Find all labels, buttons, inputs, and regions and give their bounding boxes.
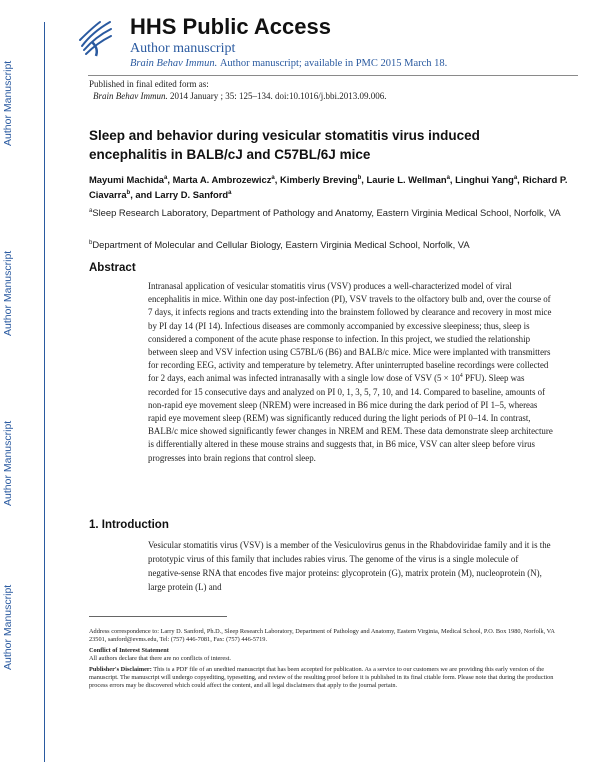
author: Laurie L. Wellman$^a$,: [366, 174, 456, 185]
margin-divider: [44, 22, 45, 762]
publisher-disclaimer: [89, 666, 559, 691]
coi-text: All authors declare that there are no conflicts of interest.: [89, 655, 231, 663]
author: Kimberly Breving$^b$,: [279, 174, 367, 185]
coi-heading: Conflict of Interest Statement: [89, 647, 169, 654]
author: Marta A. Ambrozewicz$^a$,: [172, 174, 280, 185]
conflict-of-interest: [89, 647, 559, 663]
header-title: HHS Public Access: [130, 14, 331, 39]
side-label-author-manuscript: Author Manuscript: [2, 420, 14, 506]
affiliation-b: $^b$Department of Molecular and Cellular Biology, Eastern Virginia Medical School, Norfolk, VA: [89, 239, 470, 250]
introduction-heading: 1. Introduction: [89, 519, 169, 531]
author-list: [89, 172, 574, 202]
header-availability: [130, 58, 447, 69]
publication-citation-text: 2014 January ; 35: 125–134. doi:10.1016/j.bbi.2013.09.006.: [169, 91, 387, 101]
affiliation-a: $^a$Sleep Research Laboratory, Department of Pathology and Anatomy, Eastern Virginia Medical School, Norfolk, VA: [89, 207, 561, 218]
side-label-author-manuscript: Author Manuscript: [2, 584, 14, 670]
header-journal: Brain Behav Immun.: [130, 58, 218, 69]
author: Larry D. Sanford$^a$: [154, 189, 232, 200]
publication-citation: [89, 90, 386, 102]
introduction-body: Vesicular stomatitis virus (VSV) is a member of the Vesiculovirus genus in the Rhabdoviridae family and it is the prototypic virus of this family that includes rabies virus. The genome of the virus is a single molecule of negative-sense RNA that encodes five major proteins: glycoprotein (G), matrix protein (M), nucleoprotein (N), large protein (L) and: [148, 540, 551, 592]
author: Richard P. Ciavarra$^b$, and: [89, 174, 568, 200]
hhs-eagle-logo-icon: [76, 16, 114, 58]
disclaimer-label: Publisher's Disclaimer:: [89, 666, 152, 673]
header-availability-text: Author manuscript; available in PMC 2015 March 18.: [219, 58, 448, 69]
footnote-rule: [89, 616, 227, 617]
article-title: Sleep and behavior during vesicular stomatitis virus induced encephalitis in BALB/cJ and C57BL/6J mice: [89, 128, 480, 162]
header-subtitle: Author manuscript: [130, 41, 236, 56]
abstract-heading: Abstract: [89, 262, 136, 274]
disclaimer-text: This is a PDF file of an unedited manuscript that has been accepted for publication. As a service to our customers we are providing this early version of the manuscript. The manuscript will undergo copyediting, typesetting, and review of the resulting proof before it is published in its final citable form. Please note that during the production process errors may be discovered which could affect the content, and all legal disclaimers that apply to the journal pertain.: [89, 666, 554, 690]
side-label-author-manuscript: Author Manuscript: [2, 60, 14, 146]
abstract-body: Intranasal application of vesicular stomatitis virus (VSV) produces a well-characterized model of viral encephalitis in mice. Within one day post-infection (PI), VSV travels to the olfactory bulb and, over the course of 7 days, it infects regions and tracts extending into the brainstem followed by clearance and recovery in most mice by PI day 14 (PI 14). Infectious diseases are commonly accompanied by excessive sleepiness; thus, sleep is considered a component of the acute phase response to infection. In this project, we studied the relationship between sleep and VSV infection using C57BL/6 (B6) and BALB/c mice. Mice were implanted with transmitters for recording EEG, activity and temperature by telemetry. After uninterrupted baseline recordings were collected for 2 days, each animal was infected intranasally with a single low dose of VSV ($5 \times 10^4$ PFU). Sleep was recorded for 15 consecutive days and analyzed on PI 0, 1, 3, 5, 7, 10, and 14. Compared to baseline, amounts of non-rapid eye movement sleep (NREM) were increased in B6 mice during the dark period of PI 1–5, whereas rapid eye movement sleep (REM) was significantly reduced during the light periods of PI 0–14. In contrast, BALB/c mice showed significantly fewer changes in NREM and REM. These data demonstrate sleep architecture is differentially altered in these mouse strains and suggests that, in B6 mice, VSV can alter sleep before virus progresses into brain regions that control sleep.: [148, 281, 553, 463]
publication-journal: Brain Behav Immun.: [93, 91, 168, 101]
publication-label: Published in final edited form as:: [89, 79, 209, 89]
side-label-author-manuscript: Author Manuscript: [2, 250, 14, 336]
author: Linghui Yang$^a$,: [455, 174, 523, 185]
publication-info: [89, 78, 386, 102]
header-rule: [88, 75, 578, 76]
author: Mayumi Machida$^a$,: [89, 174, 173, 185]
correspondence-footnote: Address correspondence to: Larry D. Sanford, Ph.D., Sleep Research Laboratory, Department of Pathology and Anatomy, Eastern Virginia, Medical School, P.O. Box 1980, Norfolk, VA 23501, sanford@evms.edu, Tel: (757) 446-7081, Fax: (757) 446-5719.: [89, 628, 555, 644]
